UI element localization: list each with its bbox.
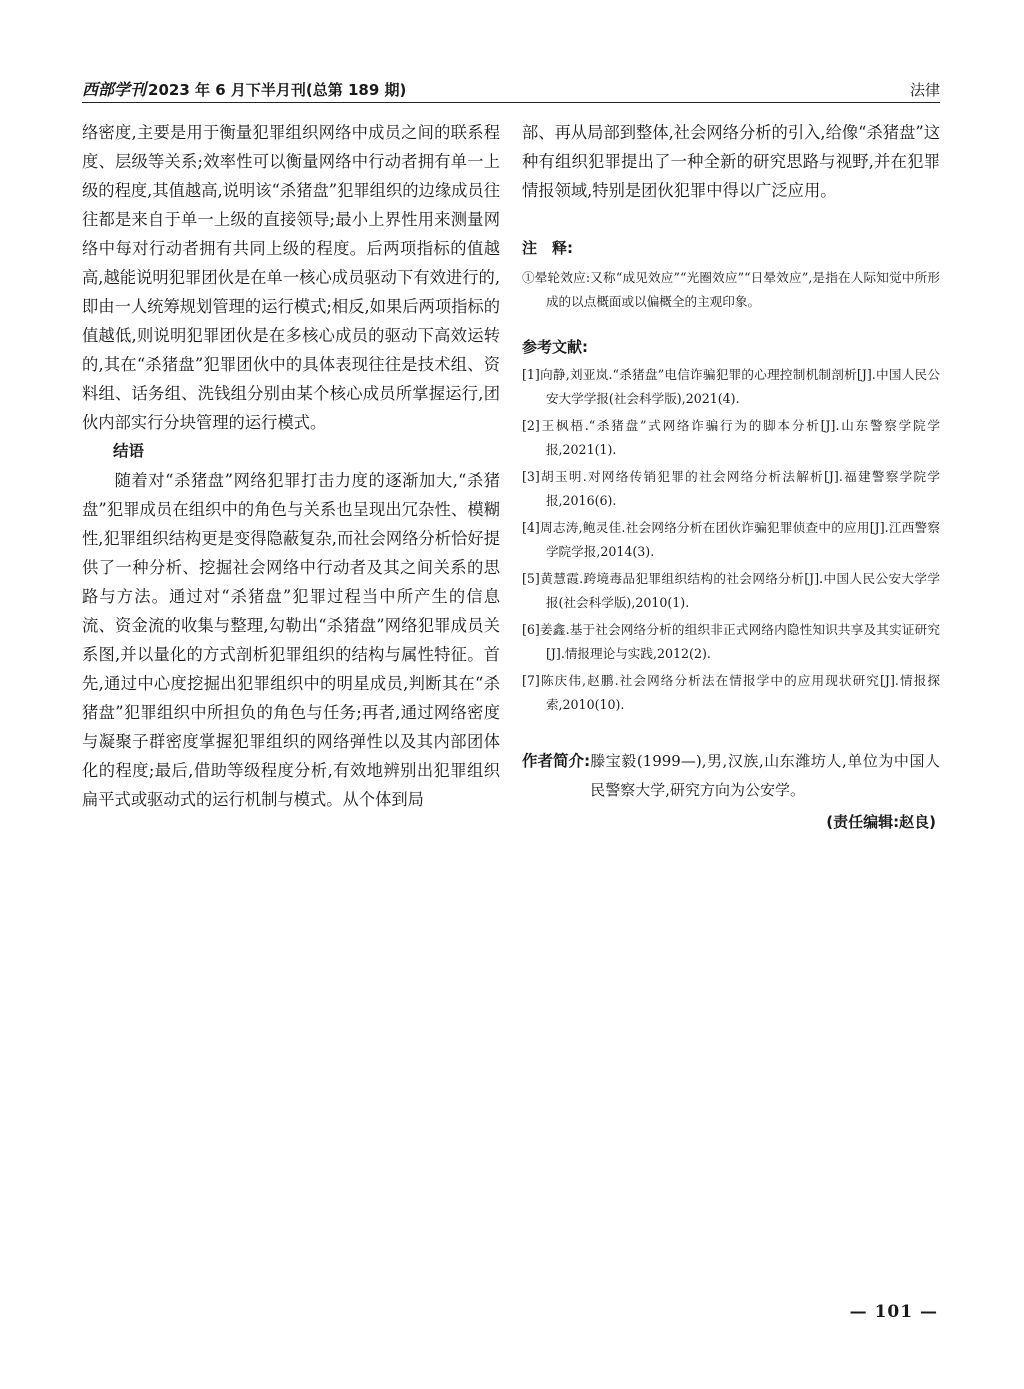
body-paragraph-continued: 部、再从局部到整体,社会网络分析的引入,给像“杀猪盘”这种有组织犯罪提出了一种全新的研究思路与视野,并在犯罪情报领域,特别是团伙犯罪中得以广泛应用。 xyxy=(522,123,940,200)
right-column xyxy=(522,118,940,832)
body-paragraph: 络密度,主要是用于衡量犯罪组织网络中成员之间的联系程度、层级等关系;效率性可以衡量网络中行动者拥有单一上级的程度,其值越高,说明该“杀猪盘”犯罪组织的边缘成员往往都是来自于单一上级的直接领导;最小上界性用来测量网络中每对行动者拥有共同上级的程度。后两项指标的值越高,越能说明犯罪团伙是在单一核心成员驱动下有效进行的,即由一人统筹规划管理的运行模式;相反,如果后两项指标的值越低,则说明犯罪团伙是在多核心成员的驱动下高效运转的,其在“杀猪盘”犯罪团伙中的具体表现往往是技术组、资料组、话务组、洗钱组分别由某个核心成员所掌握运行,团伙内部实行分块管理的运行模式。 xyxy=(82,123,500,432)
notes-list xyxy=(522,266,940,314)
reference-item: [2]王枫梧.“杀猪盘”式网络诈骗行为的脚本分析[J].山东警察学院学报,2021(1). xyxy=(522,418,940,457)
reference-item: [4]周志涛,鲍灵佳.社会网络分析在团伙诈骗犯罪侦查中的应用[J].江西警察学院学报,2014(3). xyxy=(522,520,940,559)
reference-item: [6]姜鑫.基于社会网络分析的组织非正式网络内隐性知识共享及其实证研究[J].情报理论与实践,2012(2). xyxy=(522,622,940,661)
author-bio xyxy=(522,747,940,805)
running-header xyxy=(82,74,940,100)
author-bio-label: 作者简介: xyxy=(522,752,591,770)
responsible-editor: (责任编辑:赵良) xyxy=(826,813,936,831)
left-column xyxy=(82,118,500,814)
page-number: — 101 — xyxy=(849,1302,938,1322)
section-label: 法律 xyxy=(909,81,940,99)
conclusion-heading: 结语 xyxy=(113,442,145,460)
references-heading: 参考文献: xyxy=(522,338,588,356)
notes-heading: 注 释: xyxy=(522,239,573,257)
journal-info xyxy=(82,77,406,100)
author-bio-text: 滕宝毅(1999—),男,汉族,山东潍坊人,单位为中国人民警察大学,研究方向为公安学。 xyxy=(590,752,940,799)
reference-item: [7]陈庆伟,赵鹏.社会网络分析法在情报学中的应用现状研究[J].情报探索,2010(10). xyxy=(522,673,940,712)
conclusion-paragraph: 随着对“杀猪盘”网络犯罪打击力度的逐渐加大,“杀猪盘”犯罪成员在组织中的角色与关系也呈现出冗杂性、模糊性,犯罪组织结构更是变得隐蔽复杂,而社会网络分析恰好提供了一种分析、挖掘社会网络中行动者及其之间关系的思路与方法。通过对“杀猪盘”犯罪过程当中所产生的信息流、资金流的收集与整理,勾勒出“杀猪盘”网络犯罪成员关系图,并以量化的方式剖析犯罪组织的结构与属性特征。首先,通过中心度挖掘出犯罪组织中的明星成员,判断其在“杀猪盘”犯罪组织中所担负的角色与任务;再者,通过网络密度与凝聚子群密度掌握犯罪组织的网络弹性以及其内部团体化的程度;最后,借助等级程度分析,有效地辨别出犯罪组织扁平式或驱动式的运行机制与模式。从个体到局 xyxy=(82,471,500,809)
note-item: ①晕轮效应:又称“成见效应”“光圈效应”“日晕效应”,是指在人际知觉中所形成的以点概面或以偏概全的主观印象。 xyxy=(522,270,940,309)
reference-item: [3]胡玉明.对网络传销犯罪的社会网络分析法解析[J].福建警察学院学报,2016(6). xyxy=(522,469,940,508)
header-divider xyxy=(82,102,940,103)
reference-item: [1]向静,刘亚岚.“杀猪盘”电信诈骗犯罪的心理控制机制剖析[J].中国人民公安大学学报(社会科学版),2021(4). xyxy=(522,367,940,406)
reference-item: [5]黄慧霞.跨境毒品犯罪组织结构的社会网络分析[J].中国人民公安大学学报(社会科学版),2010(1). xyxy=(522,571,940,610)
journal-logo: 西部学刊 xyxy=(82,80,147,99)
issue-info: 2023 年 6 月下半月刊(总第 189 期) xyxy=(148,81,407,99)
references-list xyxy=(522,363,940,717)
